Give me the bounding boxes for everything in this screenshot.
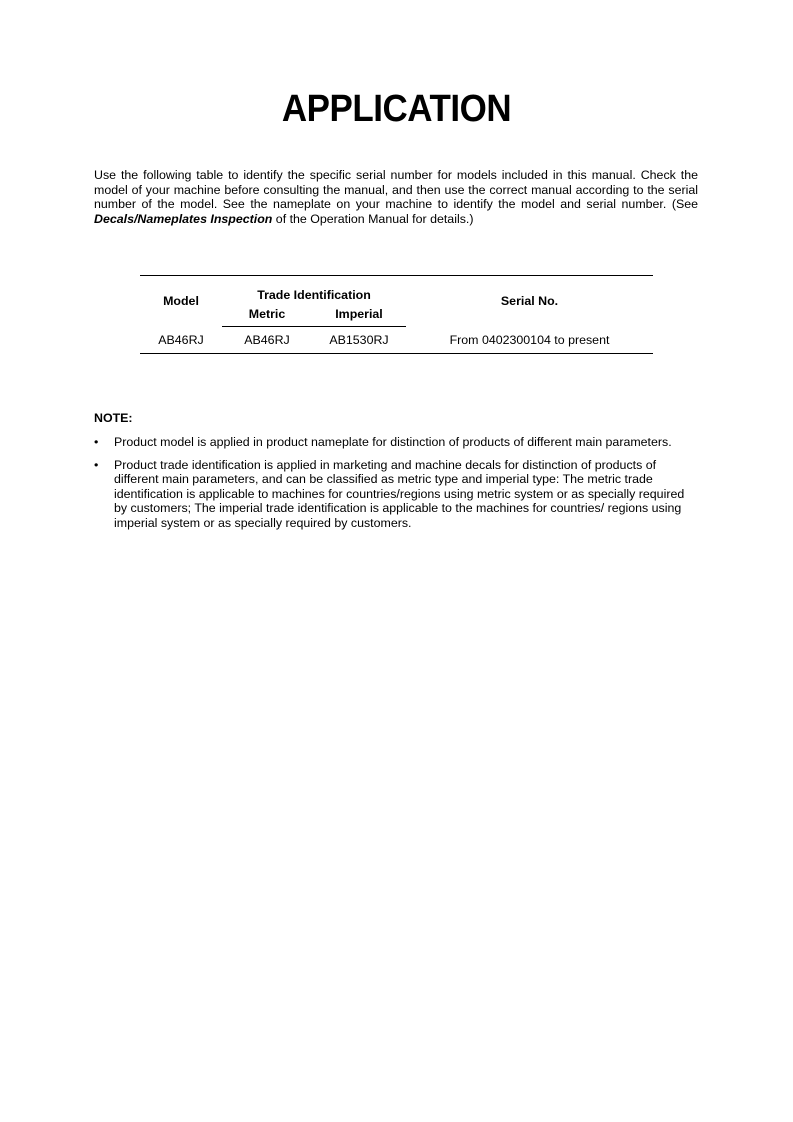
cell-metric: AB46RJ [222, 327, 312, 354]
cell-imperial: AB1530RJ [312, 327, 406, 354]
intro-text-before: Use the following table to identify the specific serial number for models included in this manual. Check the model of your machine before consulting the manual, and then use the correct manual according to the serial number of the model. See the nameplate on your machine to identify the model and serial number. (See [94, 168, 698, 211]
bullet-icon: • [94, 457, 99, 472]
list-item [94, 458, 698, 531]
header-trade-identification: Trade Identification [222, 276, 406, 303]
header-model: Model [140, 276, 222, 327]
cell-model: AB46RJ [140, 327, 222, 354]
bullet-icon: • [94, 435, 99, 449]
note-heading: NOTE: [94, 411, 133, 425]
note-item-text: Product model is applied in product nameplate for distinction of products of different main parameters. [114, 435, 672, 449]
header-serial-no: Serial No. [406, 276, 653, 327]
intro-text-after: of the Operation Manual for details.) [272, 211, 474, 226]
table-row [140, 327, 653, 354]
page-title: APPLICATION [281, 88, 512, 130]
intro-paragraph [94, 168, 698, 226]
header-metric: Metric [222, 302, 312, 327]
intro-emphasis-reference: Decals/Nameplates Inspection [94, 211, 273, 226]
list-item [94, 435, 698, 450]
serial-number-table [140, 275, 653, 354]
header-imperial: Imperial [312, 302, 406, 327]
cell-serial: From 0402300104 to present [406, 327, 653, 354]
note-item-text: Product trade identification is applied in marketing and machine decals for distinction of products of different main parameters, and can be classified as metric type and imperial type: The metric trade identification is applicable to machines for countries/regions using metric system or as specially required by customers; The imperial trade identification is applicable to the machines for countries/ regions using imperial system or as specially required by customers. [114, 457, 685, 530]
note-list [94, 435, 698, 538]
